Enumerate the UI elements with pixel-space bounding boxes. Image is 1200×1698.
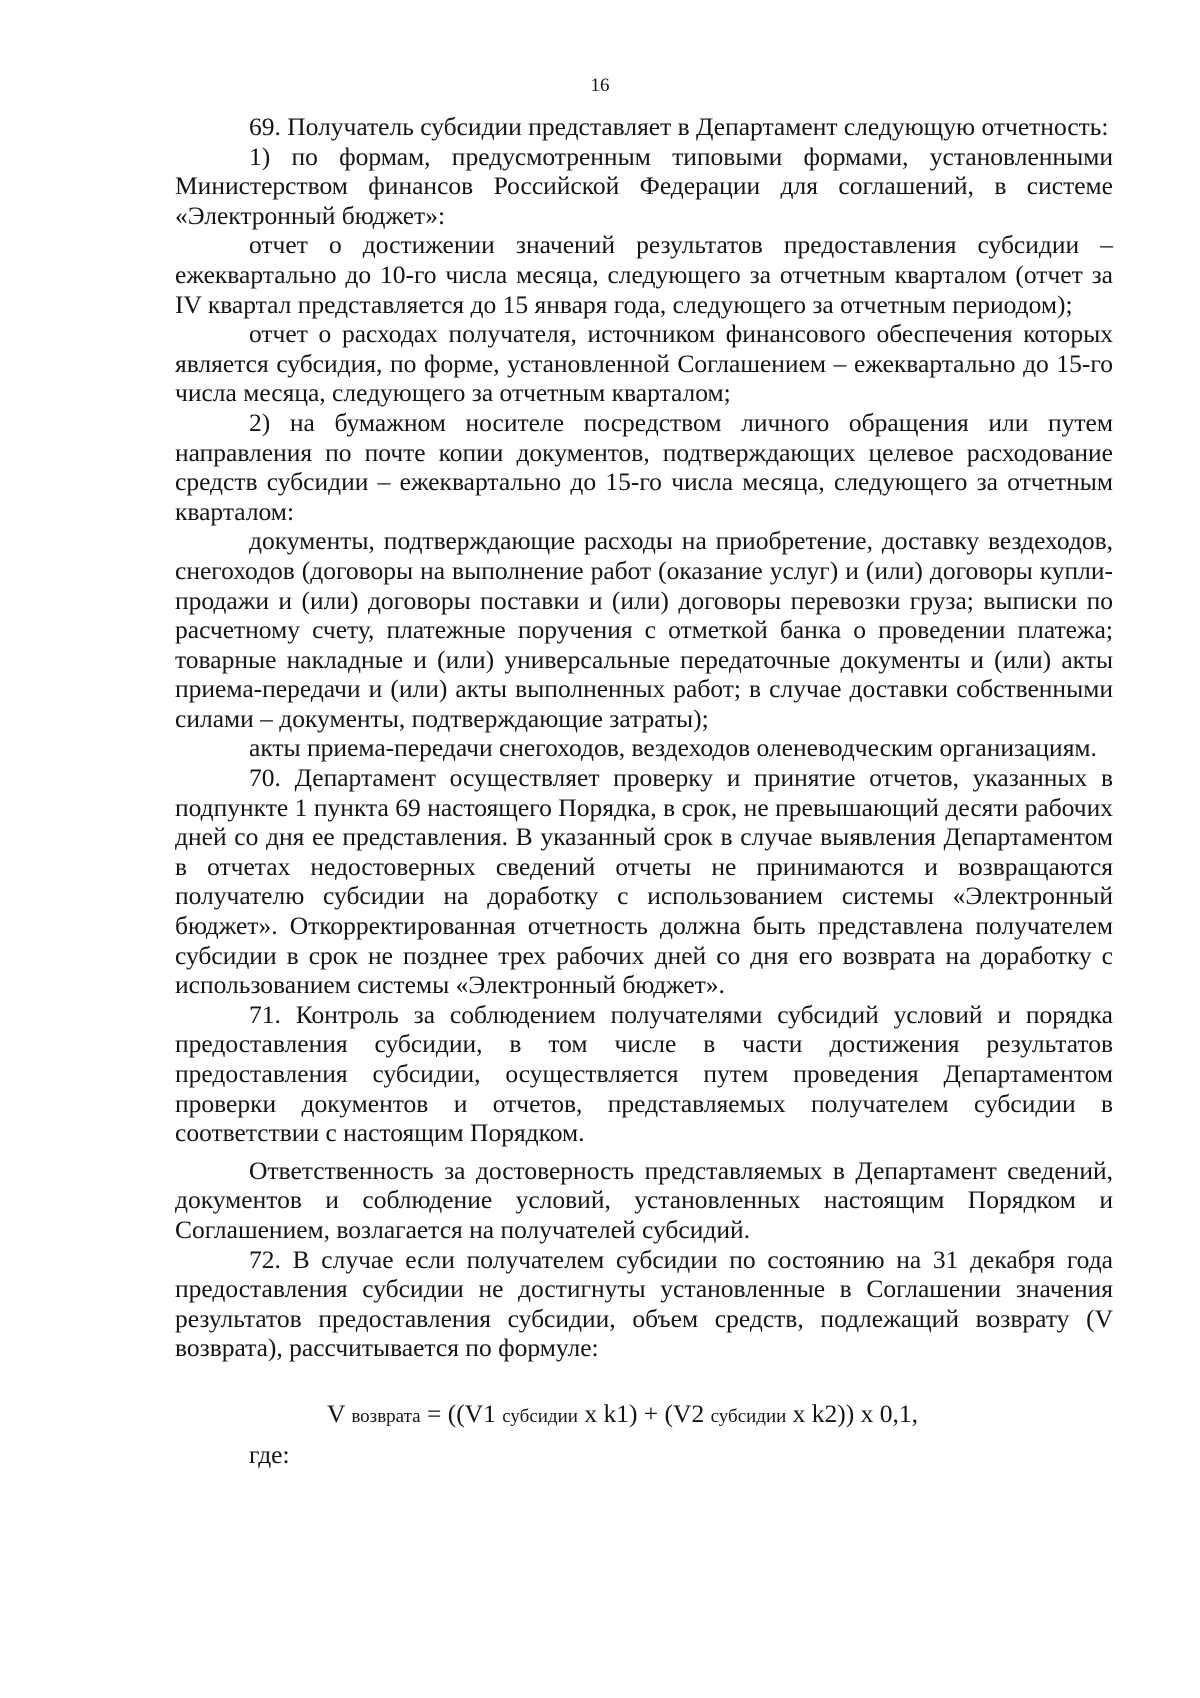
paragraph-70: 70. Департамент осуществляет проверку и принятие отчетов, указанных в подпункте 1 пункта 69 настоящего Порядка, в срок, не превышающий десяти рабочих дней со дня ее представления. В указанный срок в случае выявления Департаментом в отчетах недостоверных сведений отчеты не принимаются и возвращаются получателю субсидии на доработку с использованием системы «Электронный бюджет». Откорректированная отчетность должна быть представлена получателем субсидии в срок не позднее трех рабочих дней со дня его возврата на доработку с использованием системы «Электронный бюджет». xyxy=(175,763,1113,1000)
paragraph-responsibility: Ответственность за достоверность представляемых в Департамент сведений, документов и соблюдение условий, установленных настоящим Порядком и Соглашением, возлагается на получателей субсидий. xyxy=(175,1155,1113,1244)
formula-eq-open: = ((V1 xyxy=(420,1398,496,1428)
paragraph-expense-documents: документы, подтверждающие расходы на приобретение, доставку вездеходов, снегоходов (договоры на выполнение работ (оказание услуг) и (или) договоры купли-продажи и (или) договоры поставки и (или) договоры перевозки груза; выписки по расчетному счету, платежные поручения с отметкой банка о проведении платежа; товарные накладные и (или) универсальные передаточные документы и (или) акты приема-передачи и (или) акты выполненных работ; в случае доставки собственными силами – документы, подтверждающие затраты); xyxy=(175,526,1113,733)
paragraph-report-results: отчет о достижении значений результатов предоставления субсидии – ежеквартально до 10-го числа месяца, следующего за отчетным кварталом (отчет за IV квартал представляется до 15 января года, следующего за отчетным периодом); xyxy=(175,230,1113,319)
paragraph-72: 72. В случае если получателем субсидии по состоянию на 31 декабря года предоставления субсидии не достигнуты установленные в Соглашении значения результатов предоставления субсидии, объем средств, подлежащий возврату (V возврата), рассчитывается по формуле: xyxy=(175,1244,1113,1363)
paragraph-69-item-1: 1) по формам, предусмотренным типовыми формами, установленными Министерством финансов Российской Федерации для соглашений, в системе «Электронный бюджет»: xyxy=(175,141,1113,230)
paragraph-transfer-acts: акты приема-передачи снегоходов, вездеходов оленеводческим организациям. xyxy=(249,733,1097,763)
formula-v-subscript: возврата xyxy=(351,1405,421,1427)
paragraph-report-expenses: отчет о расходах получателя, источником финансового обеспечения которых является субсидия, по форме, установленной Соглашением – ежеквартально до 15-го числа месяца, следующего за отчетным кварталом; xyxy=(175,319,1113,408)
formula-v2-subscript: субсидии xyxy=(710,1405,787,1427)
paragraph-69-item-2: 2) на бумажном носителе посредством личного обращения или путем направления по почте копии документов, подтверждающих целевое расходование средств субсидии – ежеквартально до 15-го числа месяца, следующего за отчетным кварталом: xyxy=(175,407,1113,526)
formula-v: V xyxy=(327,1398,345,1428)
formula-mid: x k1) + (V2 xyxy=(577,1398,705,1428)
document-body xyxy=(175,112,1113,1469)
formula-v1-subscript: субсидии xyxy=(502,1405,578,1427)
where-label: где: xyxy=(249,1439,290,1469)
formula-tail: x k2)) x 0,1, xyxy=(786,1398,919,1428)
paragraph-69: 69. Получатель субсидии представляет в Департамент следующую отчетность: xyxy=(249,112,1109,141)
paragraph-71: 71. Контроль за соблюдением получателями субсидий условий и порядка предоставления субсидии, в том числе в части достижения результатов предоставления субсидии, осуществляется путем проведения Департаментом проверки документов и отчетов, представляемых получателем субсидии в соответствии с настоящим Порядком. xyxy=(175,999,1113,1148)
refund-formula xyxy=(175,1399,1113,1432)
page-number: 16 xyxy=(590,75,610,96)
